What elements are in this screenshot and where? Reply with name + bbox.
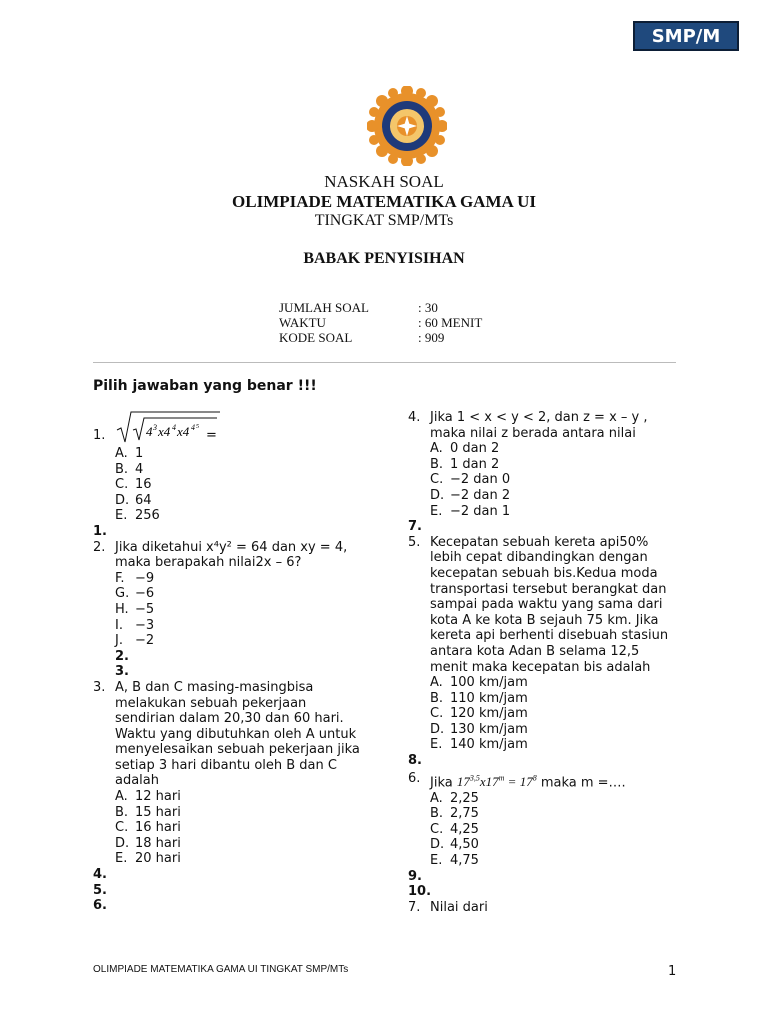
q1-equals: = xyxy=(206,428,217,443)
answer-option xyxy=(430,806,678,822)
option-letter: B. xyxy=(430,690,444,706)
svg-text:4: 4 xyxy=(172,423,176,432)
answer-option xyxy=(430,488,678,504)
answer-option xyxy=(430,457,678,473)
option-text: 16 xyxy=(135,477,152,493)
option-text: −5 xyxy=(135,601,155,617)
q5-options xyxy=(408,675,678,753)
q6-pre: Jika xyxy=(430,774,453,790)
answer-option xyxy=(115,602,363,618)
question-text: Jika diketahui x⁴y² = 64 dan xy = 4, maka berapakah nilai2x – 6? xyxy=(115,539,348,571)
option-text: −9 xyxy=(135,570,155,586)
info-label: JUMLAH SOAL xyxy=(279,300,369,315)
question-4 xyxy=(408,410,678,441)
svg-text:x4: x4 xyxy=(177,424,190,439)
q4-options xyxy=(408,441,678,519)
option-text: 1 xyxy=(135,446,144,461)
answer-option xyxy=(430,504,678,520)
answer-option xyxy=(115,493,363,509)
option-letter: C. xyxy=(115,820,129,836)
blank-number: 3. xyxy=(115,664,129,680)
answer-option xyxy=(115,462,363,478)
option-text: 2,25 xyxy=(450,790,479,806)
answer-option xyxy=(115,820,363,836)
option-letter: E. xyxy=(115,508,128,524)
answer-option xyxy=(115,618,363,634)
option-text: 20 hari xyxy=(135,851,181,867)
question-3 xyxy=(93,680,363,789)
blank-number: 6. xyxy=(93,898,107,914)
question-2 xyxy=(93,540,363,571)
q1-options xyxy=(93,446,363,524)
divider xyxy=(93,362,676,363)
option-text: 0 dan 2 xyxy=(450,441,500,457)
option-letter: A. xyxy=(430,441,443,457)
question-text: Jika 1 < x < y < 2, dan z = x – y , maka nilai z berada antara nilai xyxy=(430,410,648,441)
instruction: Pilih jawaban yang benar !!! xyxy=(93,378,317,394)
question-6 xyxy=(408,771,678,791)
option-letter: E. xyxy=(430,737,443,753)
info-value: : 30 xyxy=(418,300,438,315)
option-text: 64 xyxy=(135,492,152,508)
question-7 xyxy=(408,900,678,916)
question-text: Kecepatan sebuah kereta api50% lebih cepat dibandingkan dengan kecepatan sebuah bis.Kedua moda transportasi tersebut berangkat dan sampai pada waktu yang sama dari kota A ke kota B sejauh 75 km. Jika kereta api berhenti disebuah stasiun antara kota Adan B selama 12,5 menit maka kecepatan bis adalah xyxy=(430,534,669,675)
answer-option xyxy=(115,571,363,587)
q3-options xyxy=(93,789,363,867)
question-number: 6. xyxy=(408,770,421,786)
option-letter: B. xyxy=(430,806,444,822)
doc-title-3: TINGKAT SMP/MTs xyxy=(314,212,454,229)
answer-option xyxy=(430,737,678,753)
question-text: A, B dan C masing-masingbisa melakukan sebuah pekerjaan sendirian dalam 20,30 dan 60 hari. Waktu yang dibutuhkan oleh A untuk menyelesaikan sebuah pekerjaan jika setiap 3 hari dibantu oleh B dan C adalah xyxy=(115,679,360,789)
question-5 xyxy=(408,535,678,675)
answer-option xyxy=(115,508,363,524)
option-letter: B. xyxy=(115,804,129,820)
option-letter: B. xyxy=(115,461,129,477)
option-text: 12 hari xyxy=(135,789,181,805)
option-letter: E. xyxy=(115,851,128,867)
left-column xyxy=(93,410,363,914)
option-text: 4,75 xyxy=(450,852,479,868)
option-text: −2 dan 0 xyxy=(450,472,511,488)
option-letter: A. xyxy=(115,446,128,461)
question-number: 3. xyxy=(93,679,106,695)
blank-number: 9. xyxy=(408,868,422,884)
question-number: 5. xyxy=(408,534,421,550)
option-letter: J. xyxy=(115,633,123,649)
answer-option xyxy=(430,837,678,853)
option-text: 140 km/jam xyxy=(450,737,528,753)
option-text: −6 xyxy=(135,586,155,602)
answer-option xyxy=(430,675,678,691)
info-label: WAKTU xyxy=(279,315,326,330)
doc-title-4: BABAK PENYISIHAN xyxy=(303,250,465,267)
option-letter: E. xyxy=(430,503,443,519)
option-text: −2 dan 1 xyxy=(450,503,511,519)
info-value: : 60 MENIT xyxy=(418,315,483,330)
option-letter: C. xyxy=(430,706,444,722)
option-letter: G. xyxy=(115,586,130,602)
answer-option xyxy=(430,791,678,807)
blank-number: 1. xyxy=(93,523,107,539)
question-number: 2. xyxy=(93,539,106,555)
option-text: 4 xyxy=(135,461,144,477)
option-letter: C. xyxy=(430,472,444,488)
question-1 xyxy=(93,410,363,446)
q6-post: maka m =…. xyxy=(540,774,626,790)
option-letter: B. xyxy=(430,456,444,472)
answer-option xyxy=(430,722,678,738)
answer-option xyxy=(115,805,363,821)
option-text: −2 xyxy=(135,633,155,649)
answer-option xyxy=(430,691,678,707)
option-text: −2 dan 2 xyxy=(450,487,511,503)
right-column xyxy=(408,410,678,915)
option-letter: D. xyxy=(430,487,445,503)
option-text: 110 km/jam xyxy=(450,690,528,706)
answer-option xyxy=(115,851,363,867)
option-letter: A. xyxy=(115,789,128,805)
option-letter: C. xyxy=(115,477,129,493)
option-letter: A. xyxy=(430,675,443,691)
answer-option xyxy=(430,441,678,457)
option-letter: I. xyxy=(115,617,123,633)
doc-title-1: NASKAH SOAL xyxy=(324,172,444,191)
svg-text:5: 5 xyxy=(196,424,199,430)
blank-number: 5. xyxy=(93,882,107,898)
question-number: 4. xyxy=(408,410,421,425)
option-text: 1 dan 2 xyxy=(450,456,500,472)
question-number: 1. xyxy=(93,428,106,443)
question-text: Nilai dari xyxy=(430,899,488,915)
blank-number: 4. xyxy=(93,867,107,883)
option-text: 4,25 xyxy=(450,821,479,837)
blank-number: 10. xyxy=(408,884,432,900)
blank-number: 2. xyxy=(115,648,129,664)
svg-text:3: 3 xyxy=(153,423,157,432)
option-text: −3 xyxy=(135,617,155,633)
option-letter: D. xyxy=(115,492,130,508)
info-label: KODE SOAL xyxy=(279,330,353,345)
option-text: 256 xyxy=(135,508,160,524)
q2-options xyxy=(93,571,363,649)
info-row xyxy=(279,330,445,346)
svg-text:4: 4 xyxy=(146,424,153,439)
option-letter: C. xyxy=(430,821,444,837)
option-text: 120 km/jam xyxy=(450,706,528,722)
answer-option xyxy=(430,853,678,869)
option-letter: D. xyxy=(430,721,445,737)
question-text xyxy=(430,771,678,791)
option-text: 130 km/jam xyxy=(450,721,528,737)
answer-option xyxy=(115,586,363,602)
footer-text: OLIMPIADE MATEMATIKA GAMA UI TINGKAT SMP/MTs xyxy=(93,964,349,975)
question-number: 7. xyxy=(408,899,421,915)
option-text: 15 hari xyxy=(135,804,181,820)
answer-option xyxy=(115,789,363,805)
option-letter: D. xyxy=(115,835,130,851)
level-badge: SMP/M xyxy=(633,21,739,51)
option-letter: H. xyxy=(115,601,129,617)
page-number: 1 xyxy=(668,964,677,979)
info-value: : 909 xyxy=(418,330,445,345)
answer-option xyxy=(430,472,678,488)
doc-title-2: OLIMPIADE MATEMATIKA GAMA UI xyxy=(232,192,536,211)
option-text: 18 hari xyxy=(135,835,181,851)
answer-option xyxy=(115,836,363,852)
option-letter: E. xyxy=(430,852,443,868)
answer-option xyxy=(430,706,678,722)
svg-text:4: 4 xyxy=(191,423,195,432)
option-text: 2,75 xyxy=(450,806,479,822)
svg-text:x4: x4 xyxy=(158,424,171,439)
gama-ui-logo xyxy=(367,86,447,166)
option-letter: D. xyxy=(430,837,445,853)
option-text: 4,50 xyxy=(450,837,479,853)
q6-formula: $17^{3,5}x17^m = 17^8$ xyxy=(456,773,537,789)
option-letter: A. xyxy=(430,790,443,806)
option-text: 100 km/jam xyxy=(450,675,528,691)
answer-option xyxy=(115,477,363,493)
answer-option xyxy=(115,633,363,649)
option-text: 16 hari xyxy=(135,820,181,836)
option-letter: F. xyxy=(115,570,125,586)
q6-options xyxy=(408,791,678,869)
blank-number: 7. xyxy=(408,519,422,535)
answer-option xyxy=(430,822,678,838)
info-row xyxy=(279,300,438,316)
blank-number: 8. xyxy=(408,753,422,769)
info-row xyxy=(279,315,483,331)
